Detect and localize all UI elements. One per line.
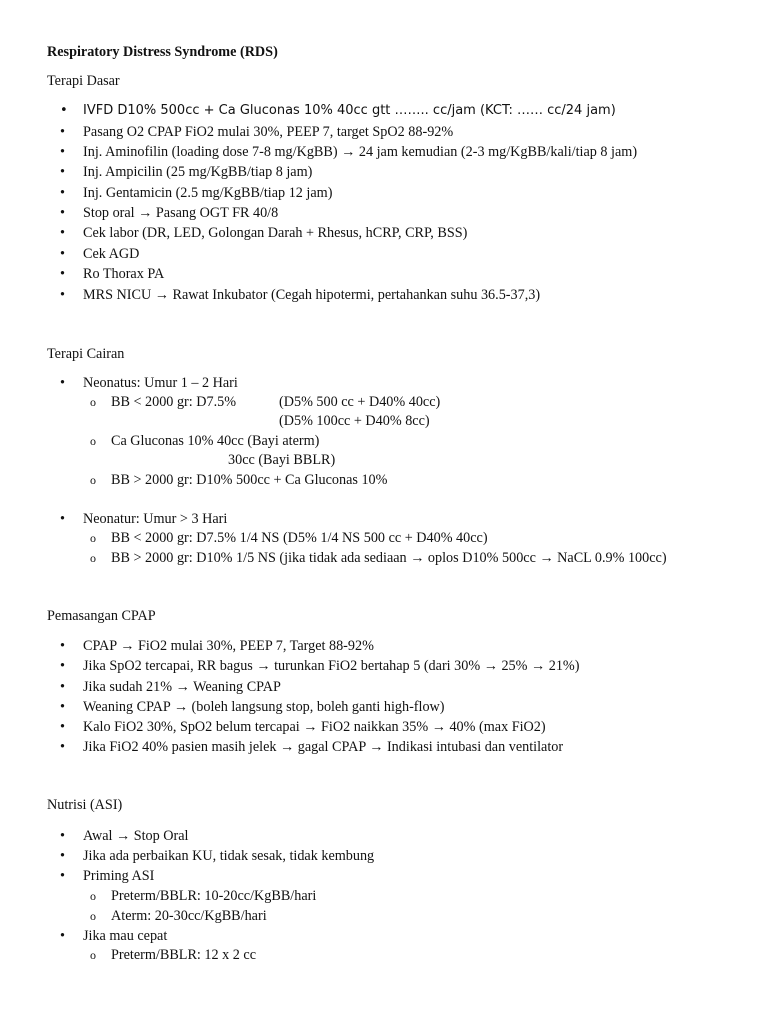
sub-list-item-detail: (D5% 100cc + D40% 8cc) — [279, 413, 430, 429]
sub-list-item: o BB < 2000 gr: D7.5% 1/4 NS (D5% 1/4 NS 500 cc + D40% 40cc) — [111, 528, 488, 548]
list-item: • Ro Thorax PA — [83, 264, 164, 284]
section-heading-cpap: Pemasangan CPAP — [47, 608, 156, 624]
list-item: • Awal → Stop Oral — [83, 826, 188, 846]
list-item: • Kalo FiO2 30%, SpO2 belum tercapai → FiO2 naikkan 35% → 40% (max FiO2) — [83, 717, 546, 737]
list-item: • Cek labor (DR, LED, Golongan Darah + Rhesus, hCRP, CRP, BSS) — [83, 223, 467, 243]
list-item: • Stop oral → Pasang OGT FR 40/8 — [83, 203, 278, 223]
sub-list-item-detail: (D5% 500 cc + D40% 40cc) — [279, 394, 441, 410]
sub-list-item: o Preterm/BBLR: 12 x 2 cc — [111, 945, 256, 965]
section-heading-terapi-dasar: Terapi Dasar — [47, 73, 120, 89]
list-item: • Inj. Ampicilin (25 mg/KgBB/tiap 8 jam) — [83, 162, 312, 182]
section-heading-terapi-cairan: Terapi Cairan — [47, 346, 125, 362]
list-item: • Jika sudah 21% → Weaning CPAP — [83, 677, 281, 697]
sub-list-item: o Ca Gluconas 10% 40cc (Bayi aterm) — [111, 431, 319, 451]
list-item: • Neonatus: Umur 1 – 2 Hari — [83, 373, 238, 393]
list-item: • Weaning CPAP → (boleh langsung stop, boleh ganti high-flow) — [83, 697, 445, 717]
list-item: • Jika FiO2 40% pasien masih jelek → gagal CPAP → Indikasi intubasi dan ventilator — [83, 737, 563, 757]
list-item: • Jika mau cepat — [83, 926, 167, 946]
sub-list-item: o Preterm/BBLR: 10-20cc/KgBB/hari — [111, 886, 316, 906]
section-heading-nutrisi: Nutrisi (ASI) — [47, 797, 123, 813]
list-item: • Jika SpO2 tercapai, RR bagus → turunkan FiO2 bertahap 5 (dari 30% → 25% → 21%) — [83, 656, 579, 676]
list-item: • Inj. Gentamicin (2.5 mg/KgBB/tiap 12 jam) — [83, 183, 332, 203]
list-item: • Neonatur: Umur > 3 Hari — [83, 509, 227, 529]
list-item: • Jika ada perbaikan KU, tidak sesak, tidak kembung — [83, 846, 374, 866]
list-item: • CPAP → FiO2 mulai 30%, PEEP 7, Target 88-92% — [83, 636, 374, 656]
list-item: • Cek AGD — [83, 244, 139, 264]
list-item: • MRS NICU → Rawat Inkubator (Cegah hipotermi, pertahankan suhu 36.5-37,3) — [83, 285, 540, 305]
list-item: • Inj. Aminofilin (loading dose 7-8 mg/KgBB) → 24 jam kemudian (2-3 mg/KgBB/kali/tiap 8 jam) — [83, 142, 637, 162]
sub-list-item: o BB > 2000 gr: D10% 500cc + Ca Gluconas 10% — [111, 470, 387, 490]
page-title: Respiratory Distress Syndrome (RDS) — [47, 44, 278, 60]
list-item: • IVFD D10% 500cc + Ca Gluconas 10% 40cc gtt …….. cc/jam (KCT: …… cc/24 jam) — [83, 101, 616, 121]
list-item: • Priming ASI — [83, 866, 154, 886]
sub-list-item-detail: 30cc (Bayi BBLR) — [228, 452, 336, 468]
sub-list-item: o Aterm: 20-30cc/KgBB/hari — [111, 906, 267, 926]
sub-list-item: o BB < 2000 gr: D7.5% — [111, 392, 236, 412]
list-item: • Pasang O2 CPAP FiO2 mulai 30%, PEEP 7, target SpO2 88-92% — [83, 122, 453, 142]
sub-list-item: o BB > 2000 gr: D10% 1/5 NS (jika tidak ada sediaan → oplos D10% 500cc → NaCL 0.9% 100cc) — [111, 548, 667, 568]
